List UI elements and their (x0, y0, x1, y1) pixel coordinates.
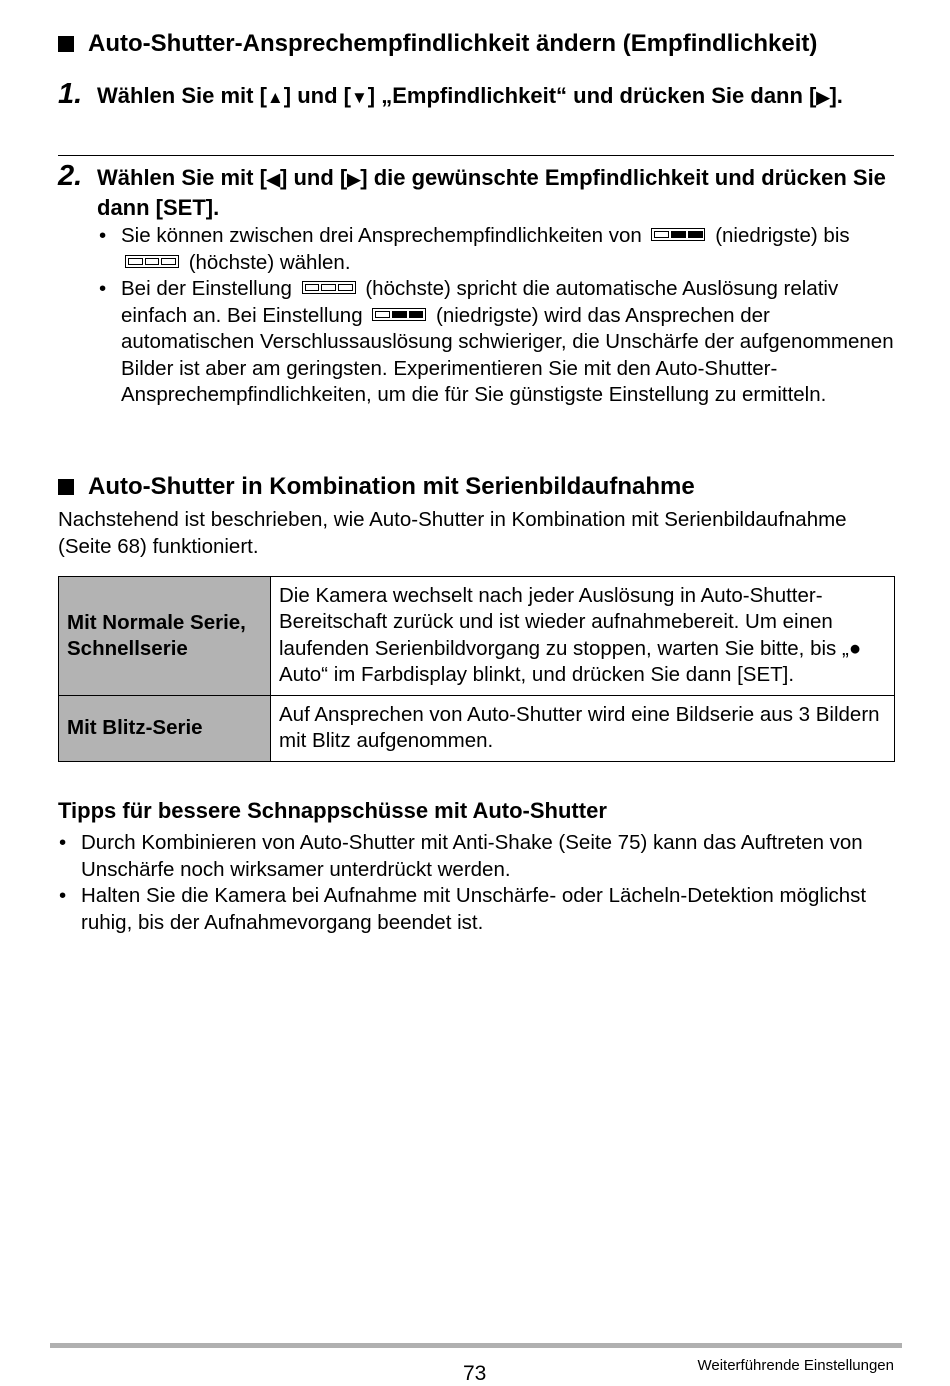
record-dot-icon: ● (848, 636, 862, 660)
bullet-text: (niedrigste) bis (715, 224, 850, 247)
tips-heading: Tipps für bessere Schnappschüsse mit Auto-Shutter (58, 798, 607, 823)
sensitivity-low-icon (651, 228, 705, 241)
table-row-description: Auf Ansprechen von Auto-Shutter wird eine Bildserie aus 3 Bildern mit Blitz aufgenommen. (271, 696, 895, 762)
sensitivity-high-icon (302, 281, 356, 294)
table-row-label: Mit Blitz-Serie (59, 696, 271, 762)
down-arrow-icon: ▼ (350, 88, 368, 107)
step-number: 2. (58, 160, 83, 192)
description-text: Auto“ im Farbdisplay blinkt, und drücken Sie dann [SET]. (279, 663, 795, 686)
table-row (59, 696, 895, 762)
left-arrow-icon: ◀ (266, 170, 280, 189)
tip-item (59, 883, 896, 936)
step-text-part: ] und [ (283, 83, 351, 108)
bullet-dot: • (99, 277, 107, 300)
bullet-text: Sie können zwischen drei Ansprechempfindlichkeiten von (121, 224, 642, 247)
bullet-sensitivity-explanation (99, 276, 896, 409)
up-arrow-icon: ▲ (266, 88, 284, 107)
step-1 (58, 78, 894, 112)
step-text-part: ] die gewünschte Empfindlichkeit und drücken Sie dann [SET]. (97, 165, 886, 220)
table-row-description (271, 577, 895, 696)
bullet-text: (höchste) spricht die automatische Auslösung relativ einfach an. Bei Einstellung (121, 277, 839, 327)
bullet-dot: • (59, 831, 67, 854)
tip-text: Halten Sie die Kamera bei Aufnahme mit Unschärfe- oder Lächeln-Detektion möglichst ruhig, bis der Aufnahmevorgang beendet ist. (81, 884, 867, 934)
description-text: Die Kamera wechselt nach jeder Auslösung in Auto-Shutter-Bereitschaft zurück und ist wieder aufnahmebereit. Um einen laufenden Serienbildvorgang zu stoppen, warten Sie bitte, bis „ (279, 583, 849, 660)
bullet-text: (höchste) wählen. (188, 250, 351, 274)
section-heading-sensitivity (58, 30, 817, 58)
step-text-part: ] und [ (280, 165, 348, 190)
tip-item (59, 830, 896, 883)
section-title: Auto-Shutter in Kombination mit Serienbildaufnahme (88, 473, 695, 500)
step-divider (58, 155, 894, 156)
footer-section-label: Weiterführende Einstellungen (697, 1357, 894, 1374)
bullet-sensitivity-range (99, 223, 896, 276)
bullet-dot: • (59, 884, 67, 907)
bullet-text: Bei der Einstellung (121, 277, 292, 300)
section-heading-continuous (58, 473, 695, 501)
step-text-part: Wählen Sie mit [ (97, 165, 267, 190)
right-arrow-icon: ▶ (347, 170, 361, 189)
continuous-mode-table (58, 576, 895, 762)
right-arrow-icon: ▶ (816, 88, 830, 107)
step-text-part: Wählen Sie mit [ (97, 83, 267, 108)
step-2 (58, 160, 894, 222)
table-row-label: Mit Normale Serie, Schnellserie (59, 577, 271, 696)
sensitivity-low-icon (372, 308, 426, 321)
step-number: 1. (58, 78, 83, 110)
section-intro: Nachstehend ist beschrieben, wie Auto-Shutter in Kombination mit Serienbildaufnahme (Seite 68) funktioniert. (58, 508, 847, 558)
bullet-dot: • (99, 224, 107, 247)
step-text (97, 82, 894, 112)
section-title: Auto-Shutter-Ansprechempfindlichkeit ändern (Empfindlichkeit) (88, 30, 818, 57)
step-text-part: ]. (829, 83, 843, 108)
footer-divider (50, 1343, 902, 1348)
bullet-text: (niedrigste) wird das Ansprechen der automatischen Verschlussauslösung schwieriger, die Unschärfe der aufgenommenen Bilder ist aber am geringsten. Experimentieren Sie mit den Auto-Shutter-Ansprechempfindlichkeiten, um die für Sie günstigste Einstellung zu ermitteln. (121, 303, 894, 406)
square-bullet-icon (58, 479, 74, 495)
sensitivity-high-icon (125, 255, 179, 268)
step-text (97, 164, 894, 222)
square-bullet-icon (58, 36, 74, 52)
step-text-part: ] „Empfindlichkeit“ und drücken Sie dann [ (367, 83, 817, 108)
table-row (59, 577, 895, 696)
page-number: 73 (463, 1362, 487, 1385)
tip-text: Durch Kombinieren von Auto-Shutter mit Anti-Shake (Seite 75) kann das Auftreten von Unschärfe noch wirksamer unterdrückt werden. (81, 831, 863, 881)
